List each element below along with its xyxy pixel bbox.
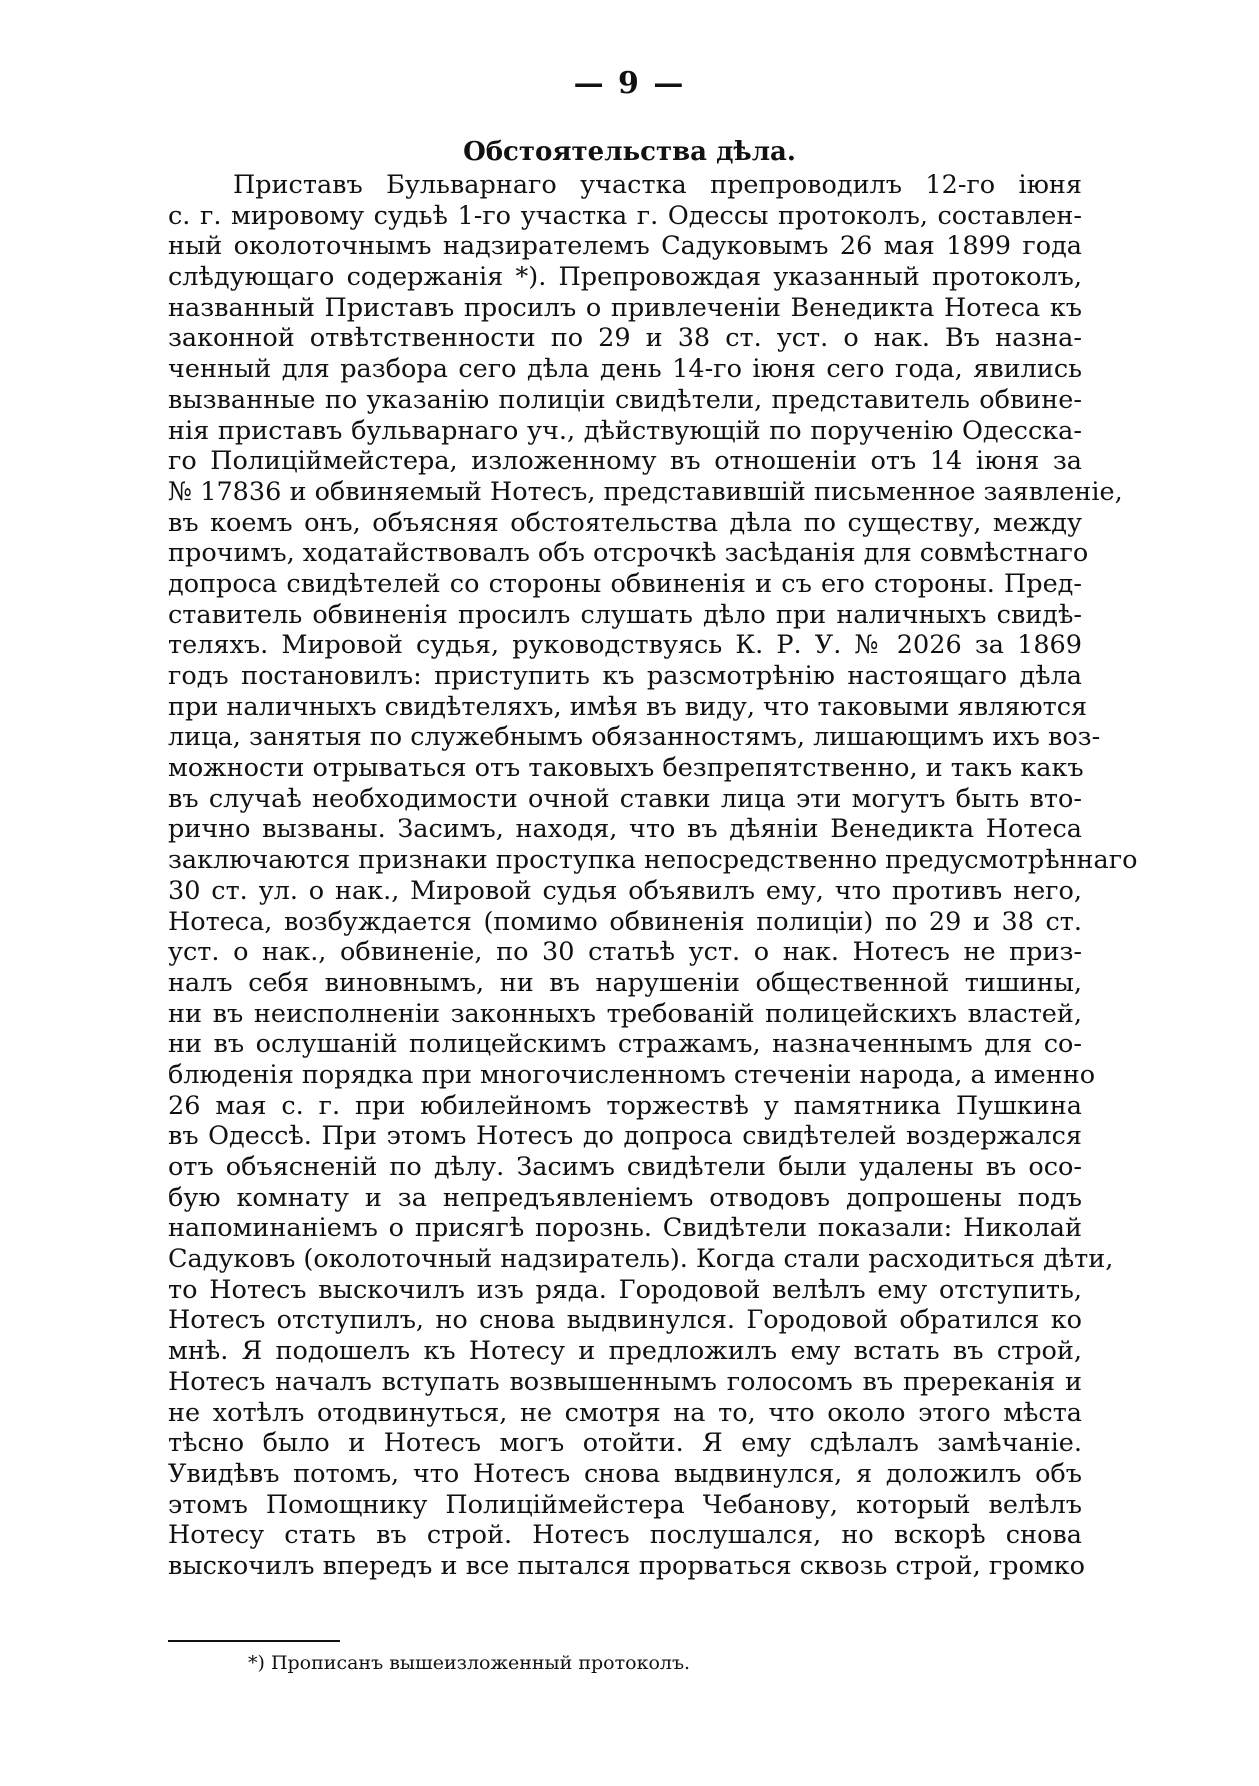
text-line: въ случаѣ необходимости очной ставки лица эти могутъ быть вто- bbox=[168, 783, 1082, 814]
text-line: этомъ Помощнику Полиціймейстера Чебанову, который велѣлъ bbox=[168, 1489, 1082, 1520]
text-line: ный околоточнымъ надзирателемъ Садуковымъ 26 мая 1899 года bbox=[168, 231, 1082, 262]
text-line: Нотесъ отступилъ, но снова выдвинулся. Городовой обратился ко bbox=[168, 1305, 1082, 1336]
text-line: ни въ ослушаній полицейскимъ стражамъ, назначеннымъ для со- bbox=[168, 1029, 1082, 1060]
footnote: *) Прописанъ вышеизложенный протоколъ. bbox=[248, 1652, 691, 1674]
text-line: го Полиціймейстера, изложенному въ отношеніи отъ 14 іюня за bbox=[168, 446, 1082, 477]
text-line: Увидѣвъ потомъ, что Нотесъ снова выдвинулся, я доложилъ объ bbox=[168, 1458, 1082, 1489]
text-line: напоминаніемъ о присягѣ порознь. Свидѣтели показали: Николай bbox=[168, 1213, 1082, 1244]
body-text bbox=[168, 170, 1138, 1582]
text-line: отъ объясненій по дѣлу. Засимъ свидѣтели были удалены въ осо- bbox=[168, 1152, 1082, 1182]
text-line: лица, занятыя по служебнымъ обязанностямъ, лишающимъ ихъ воз- bbox=[168, 722, 1101, 753]
text-line: въ коемъ онъ, объясняя обстоятельства дѣла по существу, между bbox=[168, 507, 1082, 538]
text-line: тѣсно было и Нотесъ могъ отойти. Я ему сдѣлалъ замѣчаніе. bbox=[168, 1428, 1082, 1459]
text-line: Нотесъ началъ вступать возвышеннымъ голосомъ въ пререканія и bbox=[168, 1366, 1082, 1397]
text-line: прочимъ, ходатайствовалъ объ отсрочкѣ засѣданія для совмѣстнаго bbox=[168, 538, 1089, 569]
text-line: ченный для разбора сего дѣла день 14-го іюня сего года, явились bbox=[168, 354, 1082, 385]
text-line: 26 мая с. г. при юбилейномъ торжествѣ у памятника Пушкина bbox=[168, 1090, 1082, 1121]
text-line: ни въ неисполненіи законныхъ требованій полицейскихъ властей, bbox=[168, 998, 1082, 1029]
text-line: въ Одессѣ. При этомъ Нотесъ до допроса свидѣтелей воздержался bbox=[168, 1121, 1082, 1152]
section-title: Обстоятельства дѣла. bbox=[463, 137, 796, 167]
text-line: допроса свидѣтелей со стороны обвиненія и съ его стороны. Пред- bbox=[168, 568, 1082, 599]
page-number: — 9 — bbox=[573, 66, 686, 101]
text-line: названный Приставъ просилъ о привлеченіи Венедикта Нотеса къ bbox=[168, 292, 1082, 323]
text-line: Садуковъ (околоточный надзиратель). Когда стали расходиться дѣти, bbox=[168, 1244, 1114, 1275]
text-line: Приставъ Бульварнаго участка препроводилъ 12-го іюня bbox=[233, 170, 1082, 200]
text-line: не хотѣлъ отодвинуться, не смотря на то, что около этого мѣста bbox=[168, 1397, 1082, 1428]
text-line: при наличныхъ свидѣтеляхъ, имѣя въ виду, что таковыми являются bbox=[168, 691, 1088, 722]
text-line: заключаются признаки проступка непосредственно предусмотрѣннаго bbox=[168, 845, 1138, 876]
text-line: можности отрываться отъ таковыхъ безпрепятственно, и такъ какъ bbox=[168, 753, 1084, 784]
text-line: блюденія порядка при многочисленномъ стеченіи народа, а именно bbox=[168, 1059, 1096, 1090]
text-line: выскочилъ впередъ и все пытался прорваться сквозь строй, громко bbox=[168, 1550, 1085, 1581]
text-line: № 17836 и обвиняемый Нотесъ, представившій письменное заявленіе, bbox=[168, 476, 1123, 507]
text-line: Нотеса, возбуждается (помимо обвиненія полиціи) по 29 и 38 ст. bbox=[168, 906, 1082, 937]
footnote-rule bbox=[168, 1640, 340, 1642]
text-line: 30 ст. ул. о нак., Мировой судья объявилъ ему, что противъ него, bbox=[168, 875, 1082, 906]
text-line: уст. о нак., обвиненіе, по 30 статьѣ уст. о нак. Нотесъ не приз- bbox=[168, 937, 1082, 968]
text-line: с. г. мировому судьѣ 1-го участка г. Одессы протоколъ, составлен- bbox=[168, 200, 1082, 231]
text-line: нія приставъ бульварнаго уч., дѣйствующій по порученію Одесска- bbox=[168, 415, 1082, 446]
text-line: вызванные по указанію полиціи свидѣтели, представитель обвине- bbox=[168, 384, 1082, 415]
text-line: годъ постановилъ: приступить къ разсмотрѣнію настоящаго дѣла bbox=[168, 661, 1082, 691]
text-line: законной отвѣтственности по 29 и 38 ст. уст. о нак. Въ назна- bbox=[168, 323, 1082, 354]
text-line: бую комнату и за непредъявленіемъ отводовъ допрошены подъ bbox=[168, 1182, 1082, 1213]
text-line: теляхъ. Мировой судья, руководствуясь К. Р. У. № 2026 за 1869 bbox=[168, 630, 1082, 661]
text-line: мнѣ. Я подошелъ къ Нотесу и предложилъ ему встать въ строй, bbox=[168, 1336, 1082, 1367]
text-line: то Нотесъ выскочилъ изъ ряда. Городовой велѣлъ ему отступить, bbox=[168, 1274, 1082, 1305]
text-line: Нотесу стать въ строй. Нотесъ послушался, но вскорѣ снова bbox=[168, 1520, 1082, 1551]
text-line: ставитель обвиненія просилъ слушать дѣло при наличныхъ свидѣ- bbox=[168, 599, 1082, 630]
text-line: налъ себя виновнымъ, ни въ нарушеніи общественной тишины, bbox=[168, 967, 1082, 998]
text-line: слѣдующаго содержанія *). Препровождая указанный протоколъ, bbox=[168, 262, 1082, 293]
text-line: рично вызваны. Засимъ, находя, что въ дѣяніи Венедикта Нотеса bbox=[168, 814, 1082, 845]
